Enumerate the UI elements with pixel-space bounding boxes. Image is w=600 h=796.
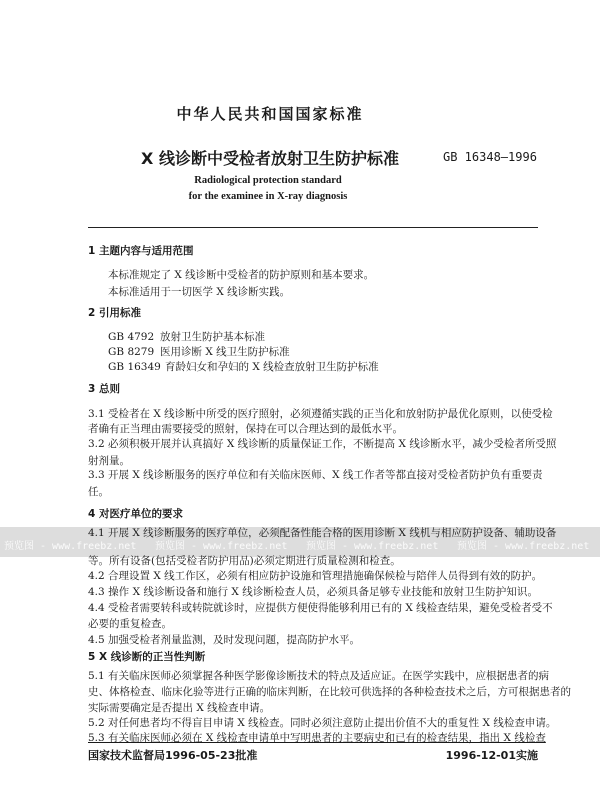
reference-item bbox=[108, 360, 379, 374]
section-2-heading: 2 引用标准 bbox=[88, 307, 141, 319]
section-4-heading: 4 对医疗单位的要求 bbox=[88, 508, 183, 520]
paragraph-line: 史、体格检查、临床化验等进行正确的临床判断，在比较可供选择的各种检查技术之后，方可根据患者的 bbox=[88, 686, 571, 698]
paragraph-line: 3.1 受检者在 X 线诊断中所受的医疗照射，必须遵循实践的正当化和放射防护最优化原则，以使受检 bbox=[88, 408, 553, 420]
document-title: X 线诊断中受检者放射卫生防护标准 bbox=[141, 149, 399, 168]
paragraph-line: 4.2 合理设置 X 线工作区，必须有相应防护设施和管理措施确保候检与陪伴人员得到有效的防护。 bbox=[88, 570, 543, 582]
paragraph-line: 必要的重复检查。 bbox=[88, 618, 172, 630]
paragraph-line: 本标准规定了 X 线诊断中受检者的防护原则和基本要求。 bbox=[108, 269, 375, 281]
section-3-heading: 3 总则 bbox=[88, 383, 120, 395]
paragraph-line: 3.2 必须积极开展并认真搞好 X 线诊断的质量保证工作，不断提高 X 线诊断水平，减少受检者所受照 bbox=[88, 438, 557, 450]
standard-number: GB 16348—1996 bbox=[443, 150, 537, 164]
paragraph-line: 者确有正当理由需要接受的照射，保持在可以合理达到的最低水平。 bbox=[88, 423, 403, 435]
paragraph-line: 4.3 操作 X 线诊断设备和施行 X 线诊断检查人员，必须具备足够专业技能和放射卫生防护知识。 bbox=[88, 586, 538, 598]
paragraph-line: 5.3 有关临床医师必须在 X 线检查申请单中写明患者的主要病史和已有的检查结果，指出 X 线检查 bbox=[88, 732, 546, 744]
paragraph-line: 实际需要确定是否提出 X 线检查申请。 bbox=[88, 702, 271, 714]
paragraph-line: 4.1 开展 X 线诊断服务的医疗单位，必须配备性能合格的医用诊断 X 线机与相应防护设备、辅助设备 bbox=[88, 527, 557, 539]
english-title-line-1: Radiological protection standard bbox=[194, 175, 342, 186]
reference-item bbox=[108, 330, 265, 344]
reference-code: GB 4792 bbox=[108, 331, 155, 343]
paragraph-line: 5.2 对任何患者均不得盲目申请 X 线检查。同时必须注意防止提出价值不大的重复性 X 线检查申请。 bbox=[88, 717, 557, 729]
paragraph-line: 3.3 开展 X 线诊断服务的医疗单位和有关临床医师、X 线工作者等都直接对受检者防护负有重要责 bbox=[88, 469, 543, 481]
paragraph-line: 射剂量。 bbox=[88, 455, 130, 467]
paragraph-line: 本标准适用于一切医学 X 线诊断实践。 bbox=[108, 286, 291, 298]
reference-title: 放射卫生防护基本标准 bbox=[160, 331, 265, 343]
watermark-text: 预览图 - www.freebz.net bbox=[306, 541, 439, 552]
approval-date: 国家技术监督局1996-05-23批准 bbox=[88, 749, 258, 762]
paragraph-line: 等。所有设备(包括受检者防护用品)必须定期进行质量检测和检查。 bbox=[88, 555, 401, 567]
watermark-text: 预览图 - www.freebz.net bbox=[457, 541, 590, 552]
paragraph-line: 4.4 受检者需要转科或转院就诊时，应提供方便使得能够利用已有的 X 线检查结果，避免受检者受不 bbox=[88, 602, 553, 614]
paragraph-line: 任。 bbox=[88, 486, 109, 498]
effective-date: 1996-12-01实施 bbox=[445, 749, 538, 762]
reference-code: GB 16349 bbox=[108, 361, 161, 373]
reference-title: 医用诊断 X 线卫生防护标准 bbox=[160, 346, 290, 358]
english-title-line-2: for the examinee in X-ray diagnosis bbox=[188, 191, 348, 202]
reference-code: GB 8279 bbox=[108, 346, 155, 358]
section-5-heading: 5 X 线诊断的正当性判断 bbox=[88, 651, 206, 663]
section-1-heading: 1 主题内容与适用范围 bbox=[88, 245, 194, 257]
reference-title: 育龄妇女和孕妇的 X 线检查放射卫生防护标准 bbox=[165, 361, 379, 373]
paragraph-line: 4.5 加强受检者剂量监测，及时发现问题，提高防护水平。 bbox=[88, 634, 361, 646]
issuer-title: 中华人民共和国国家标准 bbox=[176, 105, 364, 123]
paragraph-line: 5.1 有关临床医师必须掌握各种医学影像诊断技术的特点及适应证。在医学实践中，应根据患者的病 bbox=[88, 670, 550, 682]
header-divider bbox=[88, 227, 538, 228]
reference-item bbox=[108, 345, 290, 359]
watermark-text: 预览图 - www.freebz.net bbox=[4, 541, 137, 552]
watermark-text: 预览图 - www.freebz.net bbox=[155, 541, 288, 552]
